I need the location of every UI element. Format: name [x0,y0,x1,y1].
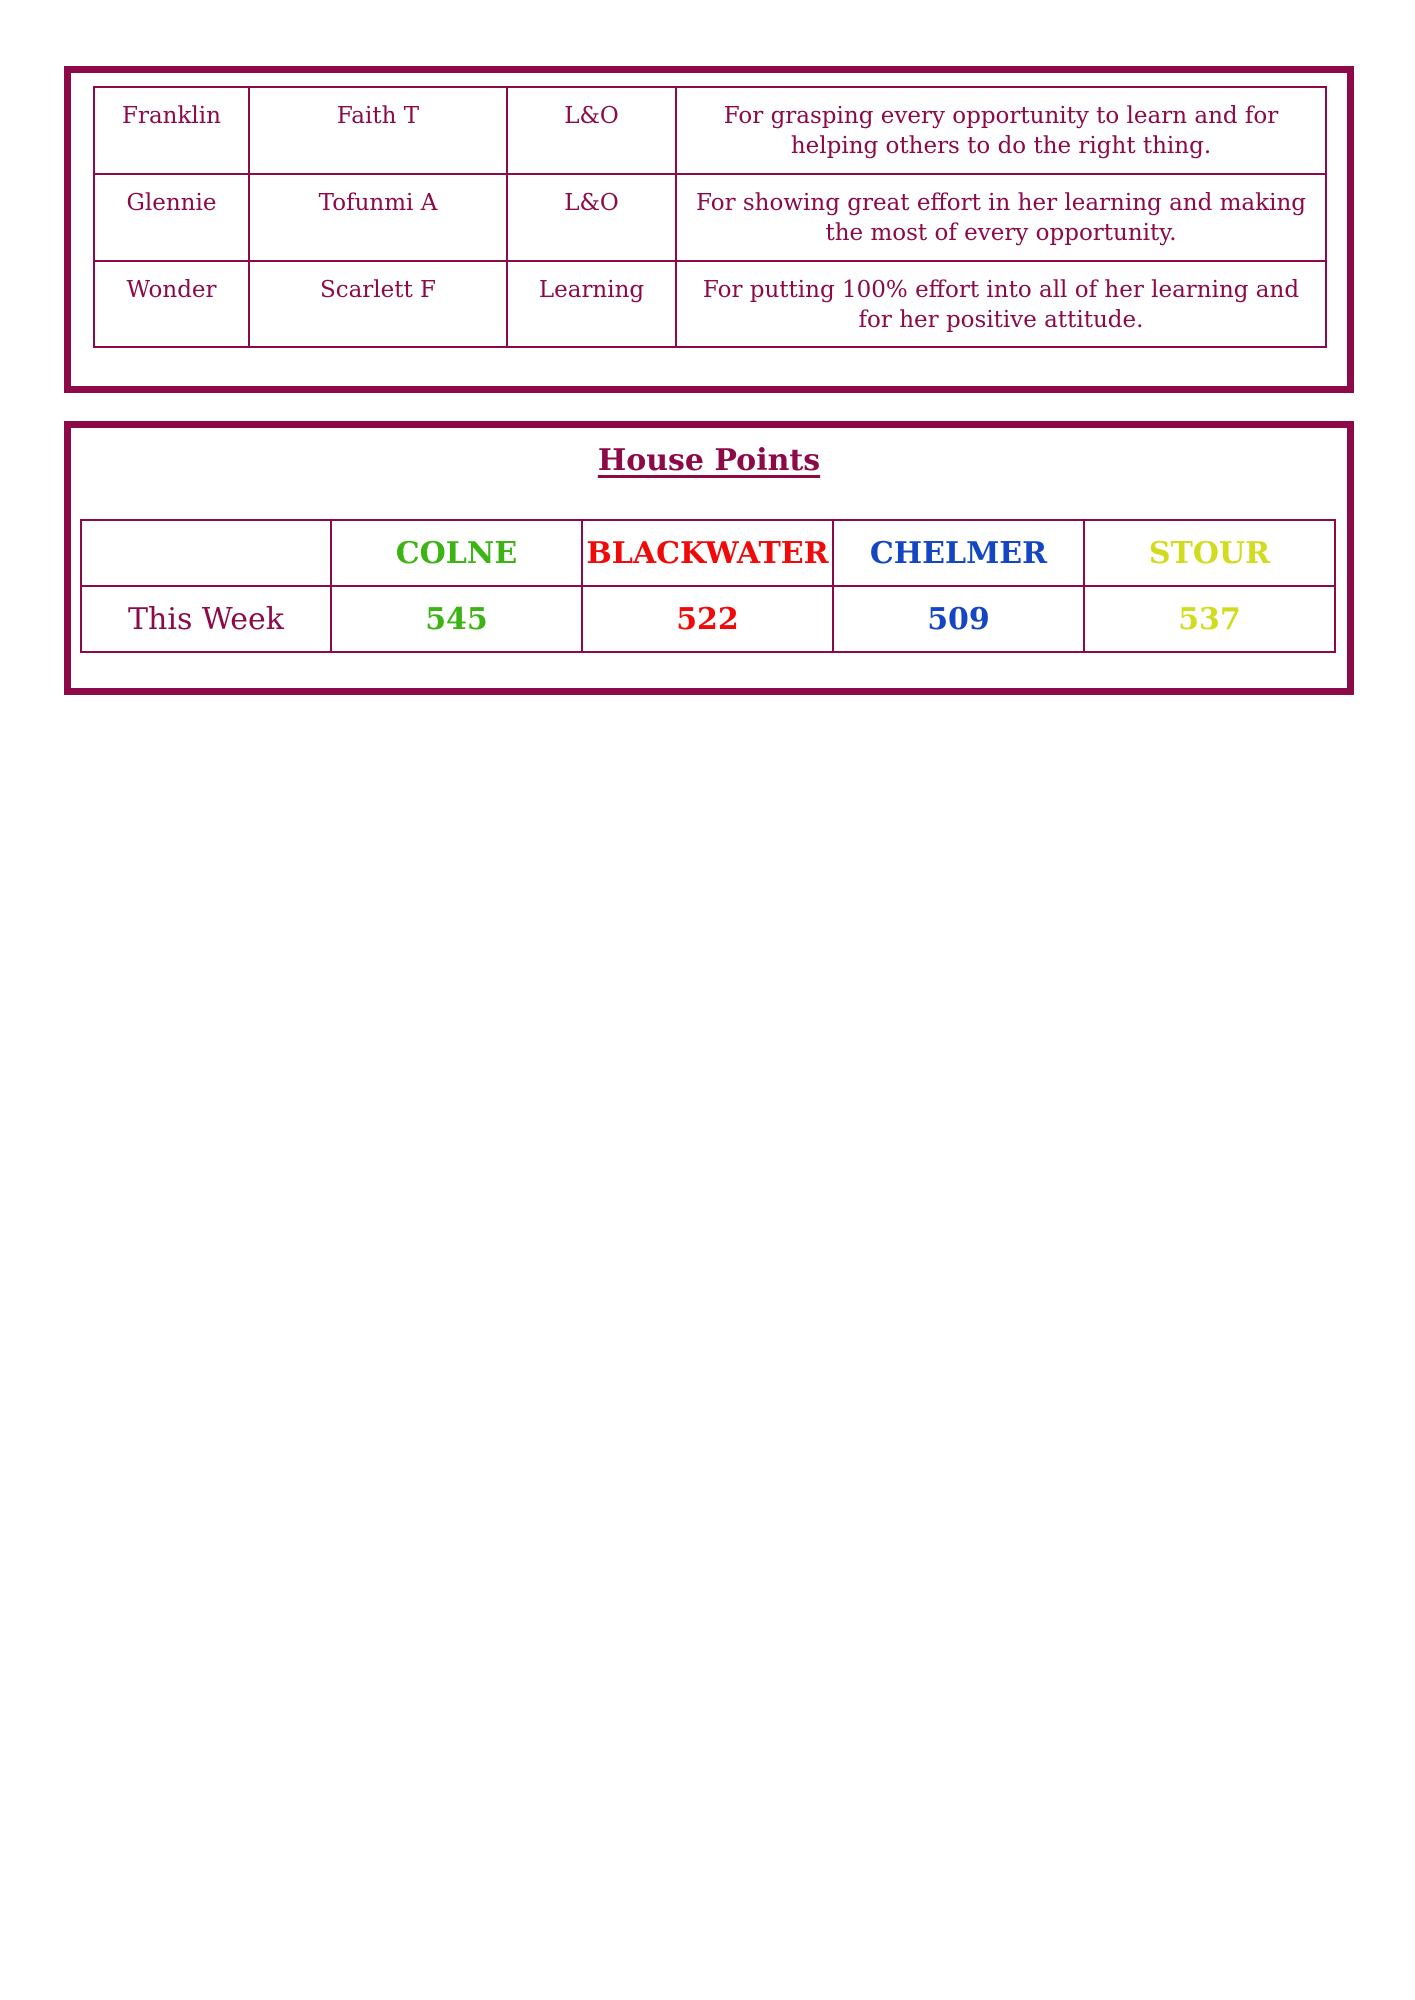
empty-corner-cell [81,520,331,586]
house-points-colne: 545 [331,586,582,652]
award-house: Glennie [94,174,249,261]
award-name: Scarlett F [249,261,507,347]
award-reason: For putting 100% effort into all of her learning and for her positive attitude. [676,261,1326,347]
award-name: Tofunmi A [249,174,507,261]
house-points-title: House Points [597,443,821,478]
award-category: Learning [507,261,676,347]
award-house: Wonder [94,261,249,347]
award-house: Franklin [94,87,249,174]
house-points-stour: 537 [1084,586,1335,652]
house-points-panel [64,421,1354,695]
table-row [94,87,1326,174]
award-name: Faith T [249,87,507,174]
table-row [81,586,1335,652]
row-label: This Week [81,586,331,652]
table-header-row [81,520,1335,586]
house-points-table [80,519,1336,653]
table-row [94,261,1326,347]
house-points-blackwater: 522 [582,586,833,652]
house-name-colne: COLNE [331,520,582,586]
house-name-chelmer: CHELMER [833,520,1084,586]
awards-table [93,86,1327,348]
house-points-chelmer: 509 [833,586,1084,652]
awards-panel [64,66,1354,393]
award-category: L&O [507,87,676,174]
award-reason: For showing great effort in her learning and making the most of every opportunity. [676,174,1326,261]
award-reason: For grasping every opportunity to learn and for helping others to do the right thing. [676,87,1326,174]
table-row [94,174,1326,261]
house-name-stour: STOUR [1084,520,1335,586]
award-category: L&O [507,174,676,261]
house-name-blackwater: BLACKWATER [582,520,833,586]
